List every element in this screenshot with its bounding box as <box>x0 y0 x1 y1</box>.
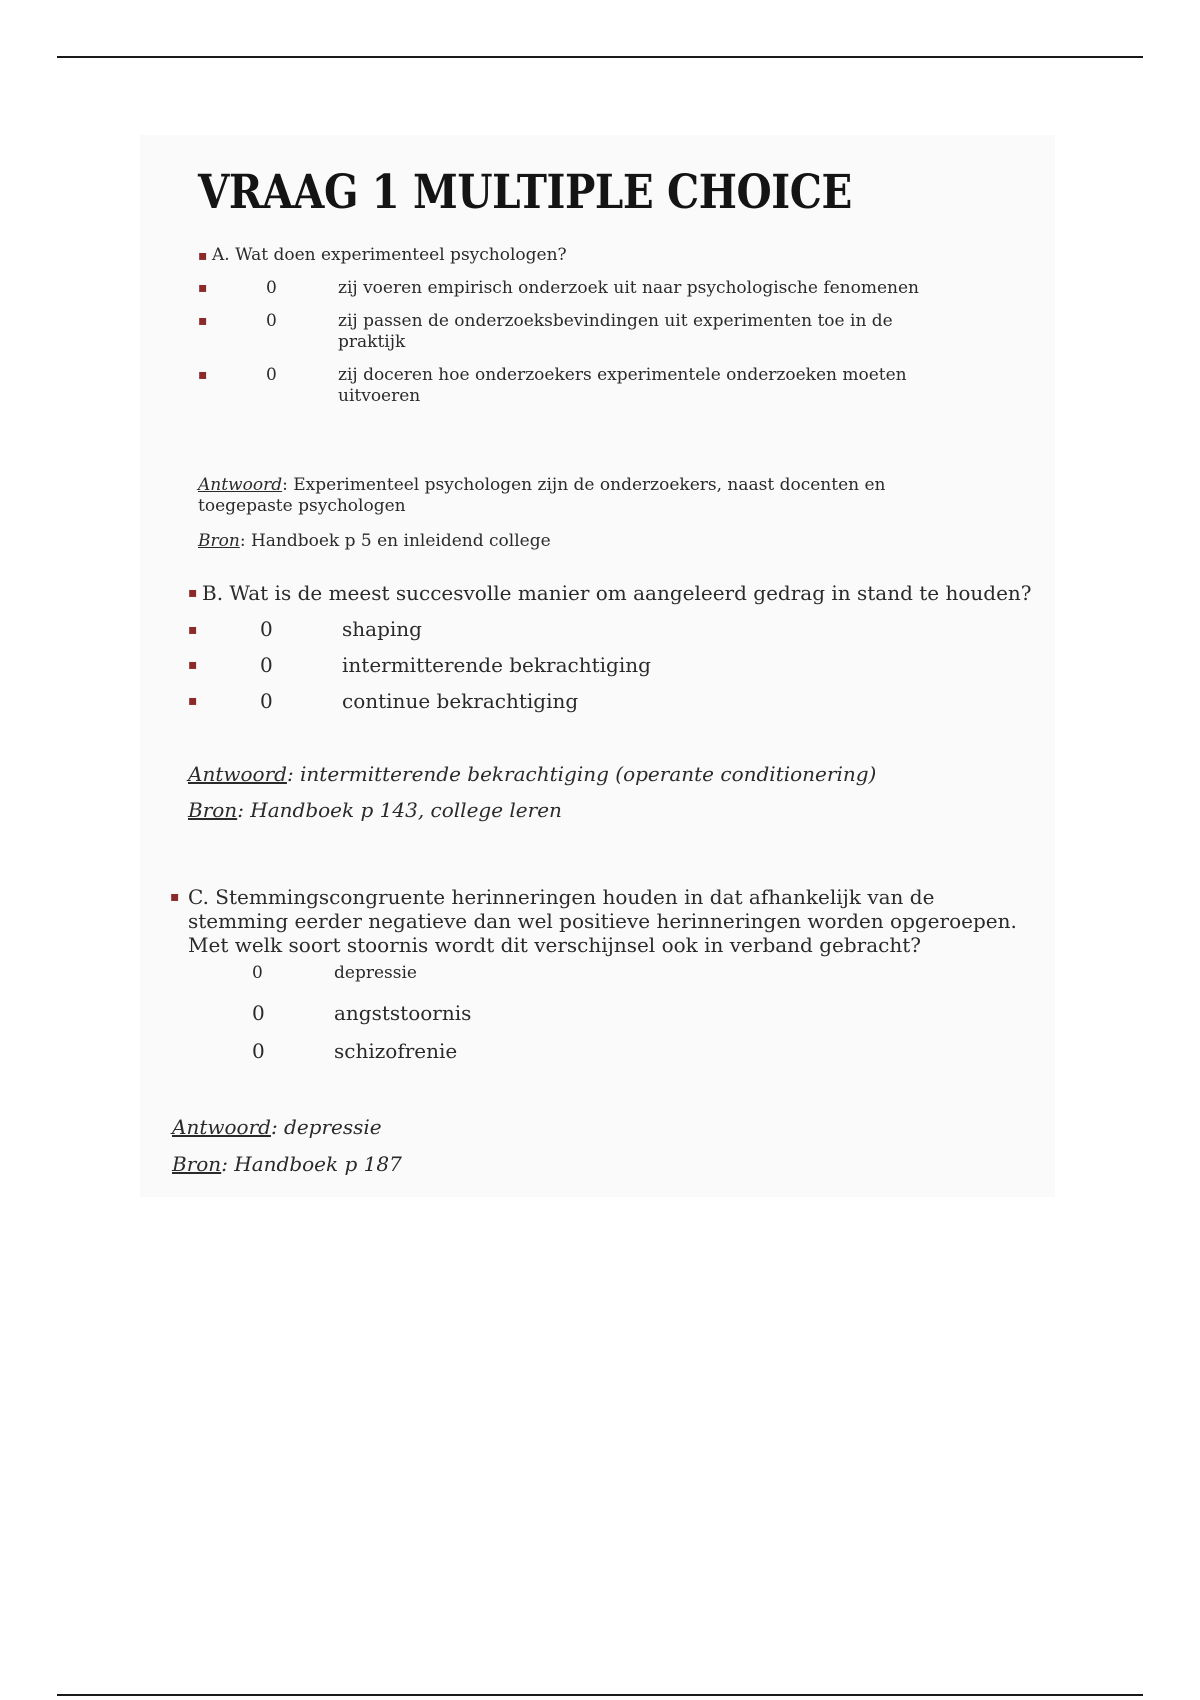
page-title: VRAAG 1 MULTIPLE CHOICE <box>198 165 852 220</box>
option-text: zij doceren hoe onderzoekers experimentele onderzoeken moeten uitvoeren <box>338 365 907 406</box>
source <box>172 1152 402 1176</box>
answer-label: Antwoord <box>198 475 283 495</box>
source-text: : Handboek p 187 <box>221 1152 402 1176</box>
bullet-icon: ▪ <box>198 313 208 329</box>
bullet-icon: ▪ <box>170 889 180 905</box>
bullet-icon: ▪ <box>198 367 208 383</box>
answer <box>172 1115 382 1139</box>
header-rule <box>57 56 1143 58</box>
option-marker: 0 <box>266 311 277 331</box>
option-text: zij passen de onderzoeksbevindingen uit experimenten toe in de praktijk <box>338 311 893 352</box>
source-text: : Handboek p 143, college leren <box>237 798 562 822</box>
option-text: angststoornis <box>334 1001 472 1025</box>
option-text: schizofrenie <box>334 1039 458 1063</box>
source <box>188 798 562 822</box>
source-label: Bron <box>172 1152 222 1176</box>
answer-text: : intermitterende bekrachtiging (operante conditionering) <box>286 762 877 786</box>
footer-rule <box>57 1694 1143 1696</box>
bullet-icon: ▪ <box>188 657 198 673</box>
option-text: shaping <box>342 617 422 641</box>
option-text: continue bekrachtiging <box>342 689 579 713</box>
option-marker: 0 <box>260 617 273 641</box>
option-marker: 0 <box>252 963 263 983</box>
bullet-icon: ▪ <box>188 693 198 709</box>
answer <box>188 762 876 786</box>
answer-text: : Experimenteel psychologen zijn de onderzoekers, naast docenten en toegepaste psychologen <box>198 475 886 516</box>
bullet-icon: ▪ <box>198 280 208 296</box>
option-text: zij voeren empirisch onderzoek uit naar psychologische fenomenen <box>338 278 919 298</box>
question-text: B. Wat is de meest succesvolle manier om aangeleerd gedrag in stand te houden? <box>202 581 1032 605</box>
option-marker: 0 <box>260 689 273 713</box>
source-text: : Handboek p 5 en inleidend college <box>239 531 551 551</box>
question-text: A. Wat doen experimenteel psychologen? <box>212 245 567 265</box>
slide <box>140 135 1055 1197</box>
answer-label: Antwoord <box>188 762 287 786</box>
bullet-icon: ▪ <box>188 585 198 601</box>
option-marker: 0 <box>252 1001 265 1025</box>
option-marker: 0 <box>252 1039 265 1063</box>
answer-text: : depressie <box>270 1115 382 1139</box>
option-marker: 0 <box>260 653 273 677</box>
answer-label: Antwoord <box>172 1115 271 1139</box>
option-marker: 0 <box>266 278 277 298</box>
bullet-icon: ▪ <box>198 248 208 264</box>
bullet-icon: ▪ <box>188 622 198 638</box>
option-text: depressie <box>334 963 417 983</box>
source-label: Bron <box>188 798 238 822</box>
answer <box>198 475 918 517</box>
option-marker: 0 <box>266 365 277 385</box>
source-label: Bron <box>198 531 240 551</box>
source <box>198 531 551 551</box>
option-text: intermitterende bekrachtiging <box>342 653 651 677</box>
question-text: C. Stemmingscongruente herinneringen houden in dat afhankelijk van de stemming eerder negatieve dan wel positieve herinneringen worden opgeroepen. Met welk soort stoornis wordt dit verschijnsel ook in verband gebracht? <box>188 885 1017 957</box>
